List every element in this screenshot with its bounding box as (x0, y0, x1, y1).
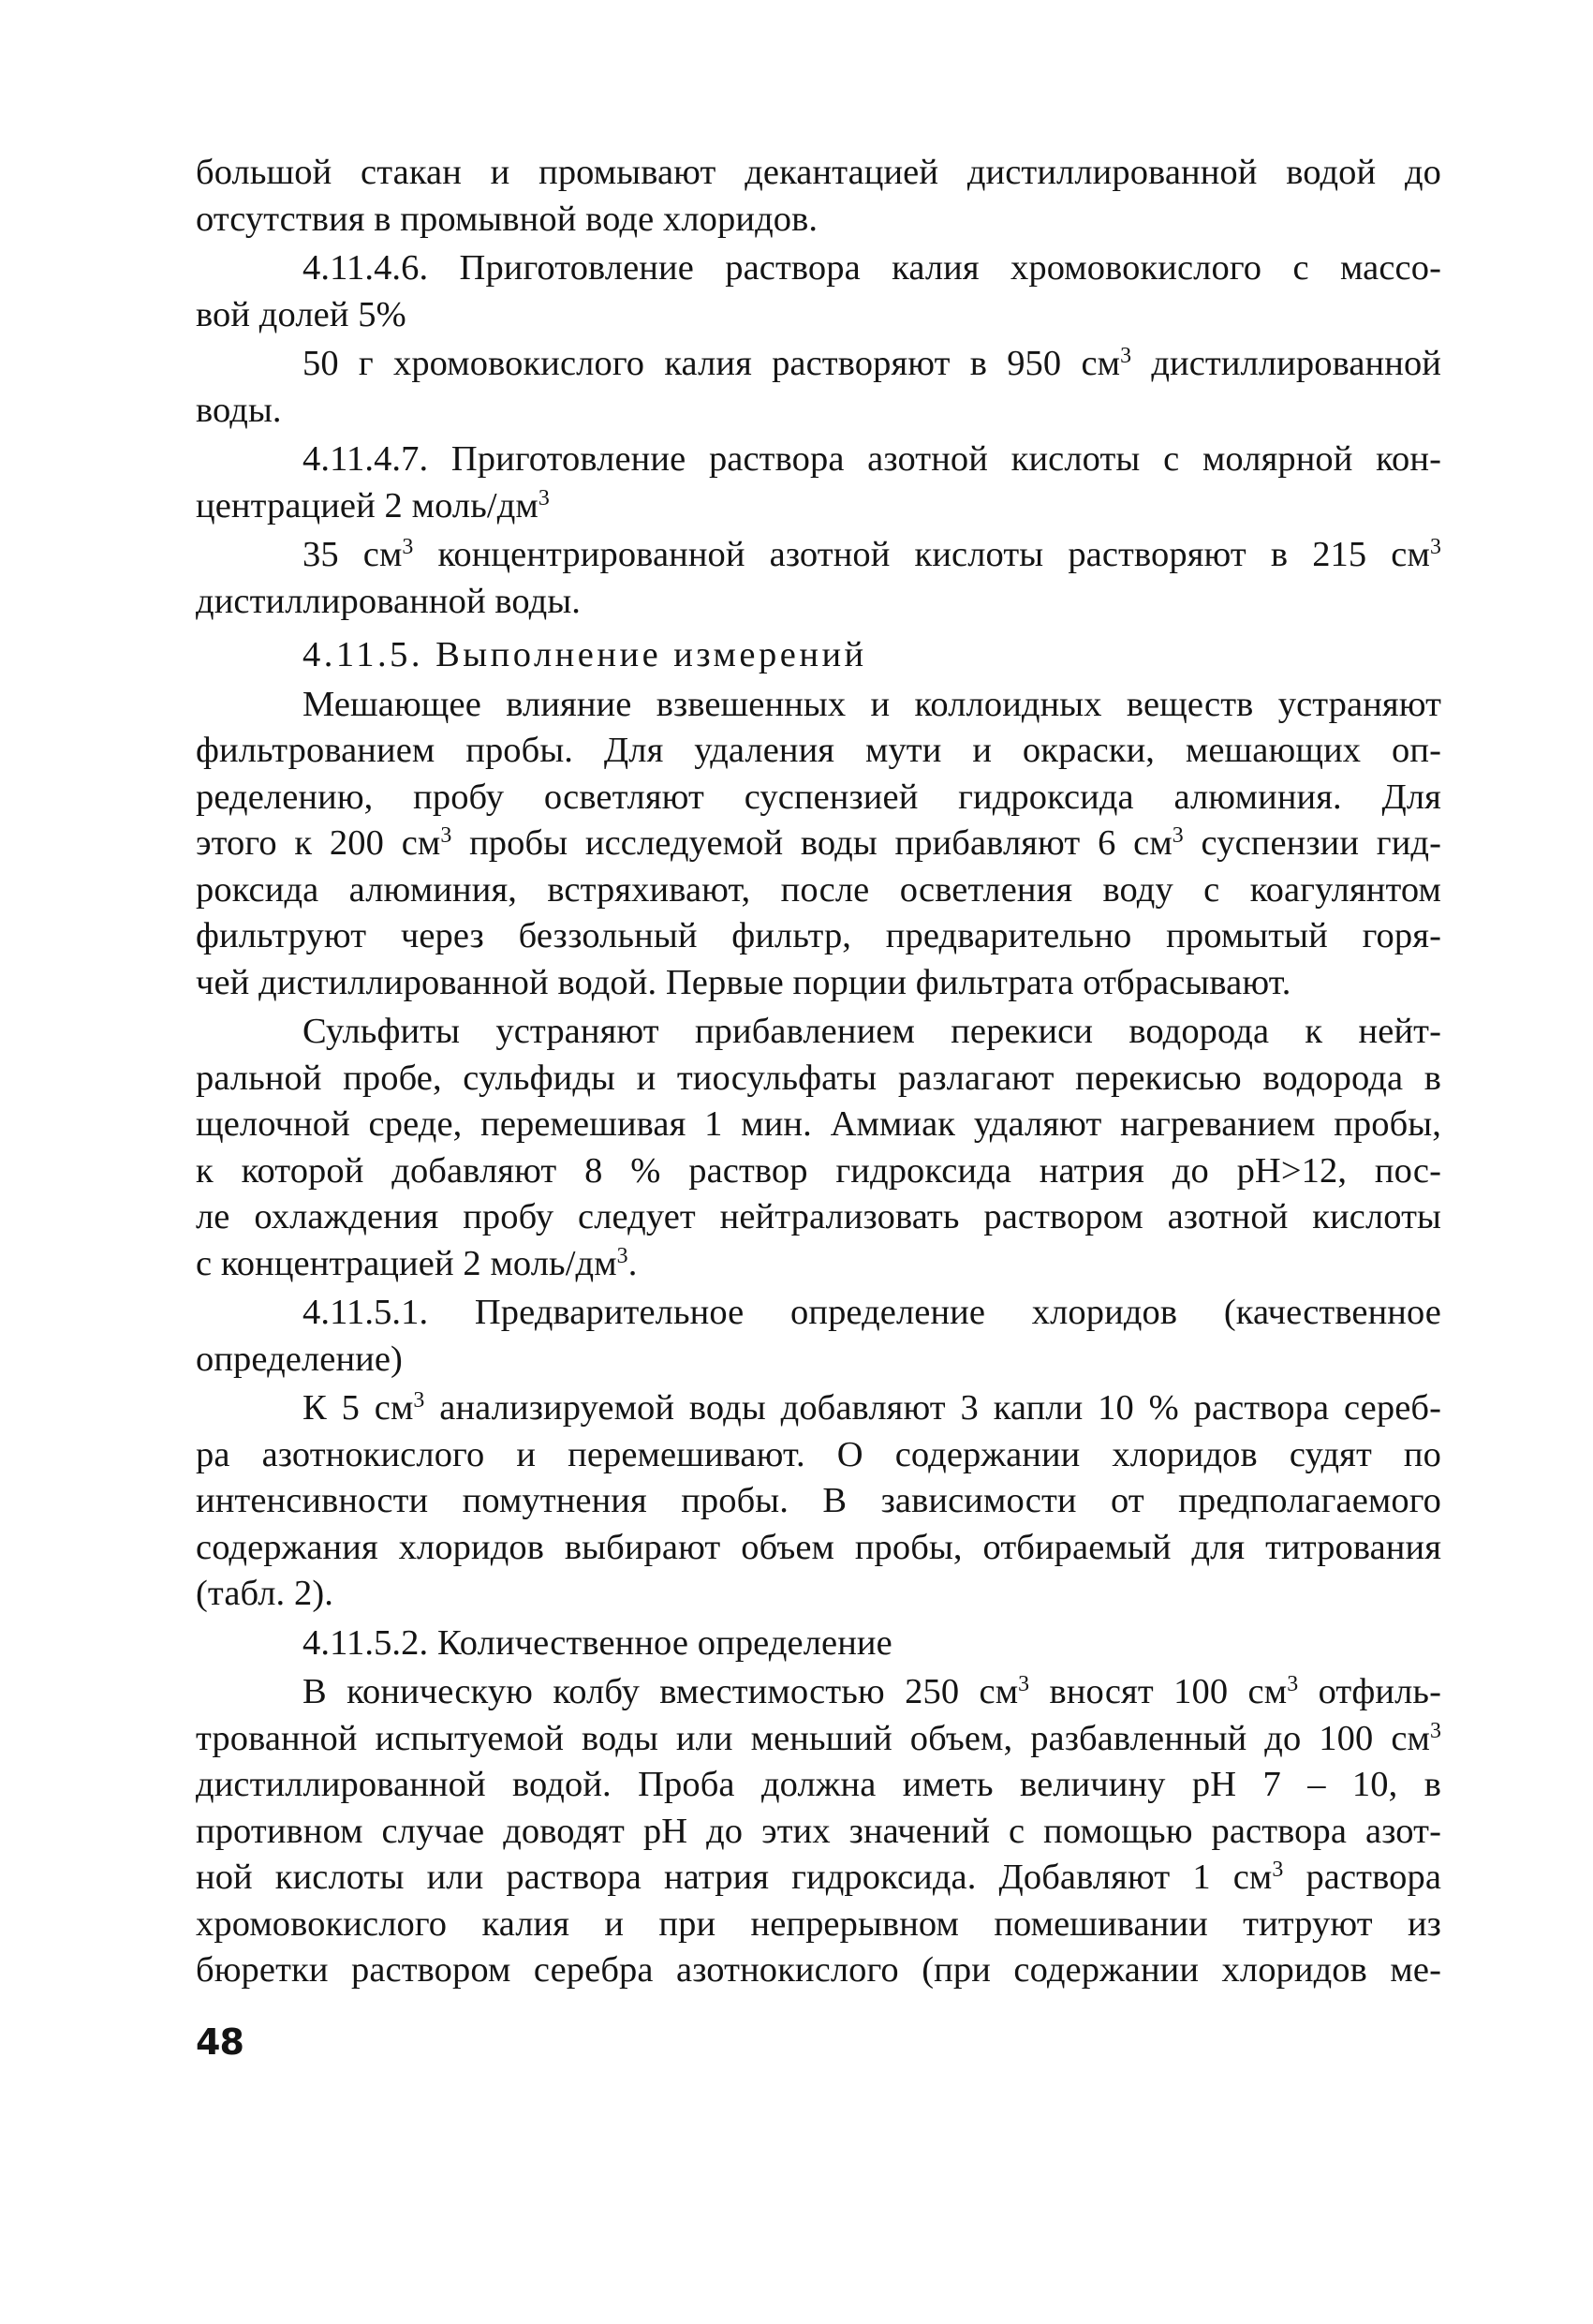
text-line: хромовокислого калия и при непрерывном помешивании титруют из (196, 1903, 1441, 1944)
text-line: 35 $см^3$ концентрированной азотной кислоты растворяют в 215 $см^3$ (302, 534, 1441, 574)
text-line: Сульфиты устраняют прибавлением перекиси водорода к нейт- (302, 1012, 1441, 1051)
text-line: дистиллированной воды. (196, 581, 582, 621)
text-line: воды. (196, 390, 282, 430)
text-line: ределению, пробу осветляют суспензией гидроксида алюминия. Для (196, 777, 1441, 817)
superscript: 3 (1272, 1857, 1284, 1882)
text-line: к которой добавляют 8 % раствор гидроксида натрия до pH>12, пос- (196, 1150, 1441, 1191)
text-line: с концентрацией 2 моль/$дм^3$. (196, 1243, 638, 1283)
superscript: 3 (1120, 343, 1132, 368)
text-line: большой стакан и промывают декантацией дистиллированной водой до (196, 153, 1441, 192)
text-line: бюретки раствором серебра азотнокислого (при содержании хлоридов ме- (196, 1950, 1441, 1990)
section-heading: 4.11.5. Выполнение измерений (302, 635, 867, 674)
superscript: 3 (413, 1387, 425, 1413)
text-line: 4.11.4.6. Приготовление раствора калия хромовокислого с массо- (302, 248, 1441, 288)
text-line: содержания хлоридов выбирают объем пробы, отбираемый для титрования (196, 1527, 1441, 1567)
text-line: 50 г хромовокислого калия растворяют в 950 $см^3$ дистиллированной (302, 343, 1441, 383)
text-line: фильтрованием пробы. Для удаления мути и окраски, мешающих оп- (196, 731, 1441, 770)
text-line: К 5 $см^3$ анализируемой воды добавляют 3 капли 10 % раствора сереб- (302, 1387, 1442, 1428)
superscript: 3 (402, 534, 414, 559)
text-line: ле охлаждения пробу следует нейтрализовать раствором азотной кислоты (196, 1197, 1441, 1236)
text-line: В коническую колбу вместимостью 250 $см^3$ вносят 100 $см^3$ отфиль- (302, 1671, 1441, 1711)
superscript: 3 (1287, 1671, 1299, 1696)
text-line: трованной испытуемой воды или меньший объем, разбавленный до 100 $см^3$ (196, 1718, 1441, 1758)
text-line: центрацией 2 моль/$дм^3$ (196, 485, 550, 525)
text-line: вой долей 5% (196, 294, 406, 334)
text-line: 4.11.5.2. Количественное определение (302, 1622, 892, 1663)
text-line: определение) (196, 1339, 403, 1379)
text-line: чей дистиллированной водой. Первые порции фильтрата отбрасывают. (196, 962, 1291, 1002)
document-page (196, 150, 1441, 1994)
text-line: 4.11.4.7. Приготовление раствора азотной кислоты с молярной кон- (302, 439, 1441, 479)
text-line: фильтруют через беззольный фильтр, предварительно промытый горя- (196, 916, 1441, 955)
text-line: дистиллированной водой. Проба должна иметь величину pH 7 – 10, в (196, 1765, 1441, 1804)
superscript: 3 (1429, 1718, 1441, 1743)
superscript: 3 (1018, 1671, 1030, 1696)
superscript: 3 (440, 822, 452, 848)
text-line: щелочной среде, перемешивая 1 мин. Аммиак удаляют нагреванием пробы, (196, 1104, 1441, 1144)
text-line: 4.11.5.1. Предварительное определение хлоридов (качественное (302, 1293, 1441, 1332)
text-line: ра азотнокислого и перемешивают. О содержании хлоридов судят по (196, 1434, 1441, 1474)
page-number: 48 (196, 2021, 243, 2063)
text-line: Мешающее влияние взвешенных и коллоидных веществ устраняют (302, 684, 1441, 724)
text-line: противном случае доводят pH до этих значений с помощью раствора азот- (196, 1811, 1441, 1851)
superscript: 3 (1172, 822, 1184, 848)
superscript: 3 (1429, 534, 1441, 559)
text-line: роксида алюминия, встряхивают, после осветления воду с коагулянтом (196, 869, 1441, 910)
superscript: 3 (538, 485, 550, 511)
superscript: 3 (616, 1243, 628, 1268)
text-line: интенсивности помутнения пробы. В зависимости от предполагаемого (196, 1481, 1441, 1520)
text-line: ной кислоты или раствора натрия гидроксида. Добавляют 1 $см^3$ раствора (196, 1857, 1442, 1897)
text-line: ральной пробе, сульфиды и тиосульфаты разлагают перекисью водорода в (196, 1058, 1441, 1098)
text-line: отсутствия в промывной воде хлоридов. (196, 199, 819, 239)
text-line: этого к 200 $см^3$ пробы исследуемой воды прибавляют 6 $см^3$ суспензии гид- (196, 822, 1442, 863)
text-line: (табл. 2). (196, 1574, 333, 1613)
